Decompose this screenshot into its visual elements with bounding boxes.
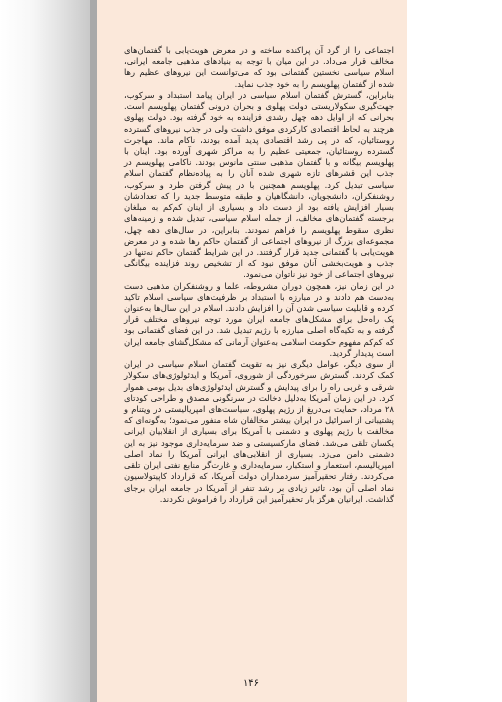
paragraph: بنابراین، گسترش گفتمان اسلام سیاسی در ایران پیامد استبداد و سرکوب، جهت‌گیری سکولاریستی دولت پهلوی و بحران درونی گفتمان پهلویسم است. بحرانی که از اوایل دهه چهل رشدی فزاینده به خود گرفته بود. دولت پهلوی هرچند به لحاظ اقتصادی کارکردی موفق داشت ولی در جذب نیروهای گسترده روستائیان، که در پی رشد اقتصادی پدید آمده بودند، ناکام ماند. مهاجرت گسترده روستائیان، جمعیتی عظیم را به مراکز شهری آورده بود. اینان با پهلویسم بیگانه و با گفتمان مذهبی سنتی مانوس بودند. ناکامی پهلویسم در جذب این قشرهای تازه شهری شده آنان را به پیاده‌نظام گفتمان اسلام سیاسی تبدیل کرد. پهلویسم همچنین با در پیش گرفتن طرد و سرکوب، روشنفکران، دانشجویان، دانشگاهیان و طبقه متوسط جدید را که تعدادشان بسیار افزایش یافته بود از دست داد و بسیاری از اینان کم‌کم به مبلغان برجسته گفتمان‌های مخالف، از جمله اسلام سیاسی، تبدیل شده و زمینه‌های نظری سقوط پهلویسم را فراهم نمودند. بنابراین، در سال‌های دهه چهل، مجموعه‌ای بزرگ از نیروهای اجتماعی از گفتمان حاکم رها شده و در معرض هویت‌یابی با گفتمانی جدید قرار گرفتند. در این شرایط گفتمان حاکم نه‌تنها در جذب و هویت‌بخشی آنان موفق نبود که از تشخیص روند فزاینده بیگانگی نیروهای اجتماعی از خود نیز ناتوان می‌نمود. [124,89,394,280]
paragraph: در این زمان نیز، همچون دوران مشروطه، علما و روشنفکران مذهبی دست به‌دست هم دادند و در مبارزه با استبداد بر ظرفیت‌های سیاسی اسلام تاکید کرده و قابلیت سیاسی شدن آن را افزایش دادند. اسلام در این سال‌ها به‌عنوان یک راه‌حل برای مشکل‌های جامعه ایران مورد توجه نیروهای مختلف قرار گرفته و به تکیه‌گاه اصلی مبارزه با رژیم تبدیل شد. در این فضای گفتمانی بود که کم‌کم مفهوم حکومت اسلامی به‌عنوان آرمانی که مشکل‌گشای جامعه ایران است پدیدار گردید. [124,280,394,358]
page-number: ۱۴۶ [242,678,260,689]
paragraph: اجتماعی را از گرد آن پراکنده ساخته و در معرض هویت‌یابی با گفتمان‌های مخالف قرار می‌داد. در این میان با توجه به بنیادهای مذهبی جامعه ایرانی، اسلام سیاسی نخستین گفتمانی بود که می‌توانست این نیروهای عظیم رها شده از گفتمان پهلویسم را به خود جذب نماید. [124,45,394,89]
paragraph: از سوی دیگر، عوامل دیگری نیز به تقویت گفتمان اسلام سیاسی در ایران کمک کردند. گسترش سرخوردگی از شوروی، آمریکا و ایدئولوژی‌های سکولار شرقی و غربی راه را برای پیدایش و گسترش ایدئولوژی‌های بدیل بومی هموار کرد. در این زمان آمریکا به‌دلیل دخالت در سرنگونی مصدق و طراحی کودتای ۲۸ مرداد، حمایت بی‌دریغ از رژیم پهلوی، سیاست‌های امپریالیستی در ویتنام و پشتیبانی از اسرائیل در ایران بیشتر مخالفان شاه منفور می‌نمود؛ به‌گونه‌ای که مخالفت با رژیم پهلوی و دشمنی با آمریکا برای بسیاری از انقلابیان ایرانی یکسان تلقی می‌شد. فضای مارکسیستی و ضد سرمایه‌داری موجود نیز به این دشمنی دامن می‌زد. بسیاری از انقلابی‌های ایرانی آمریکا را نماد اصلی امپریالیسم، استعمار و استکبار، سرمایه‌داری و غارت‌گر منابع نفتی ایران تلقی می‌کردند. رفتار تحقیرآمیز سردمداران دولت آمریکا، که قرارداد کاپیتولاسیون نماد اصلی آن بود، تاثیر زیادی بر رشد تنفر از آمریکا در جامعه ایران برجای گذاشت. ایرانیان هرگز بار تحقیرآمیز این قرارداد را فراموش نکردند. [124,359,394,504]
left-page-shadow [0,0,90,702]
body-text [124,45,394,505]
book-spine [90,0,97,702]
